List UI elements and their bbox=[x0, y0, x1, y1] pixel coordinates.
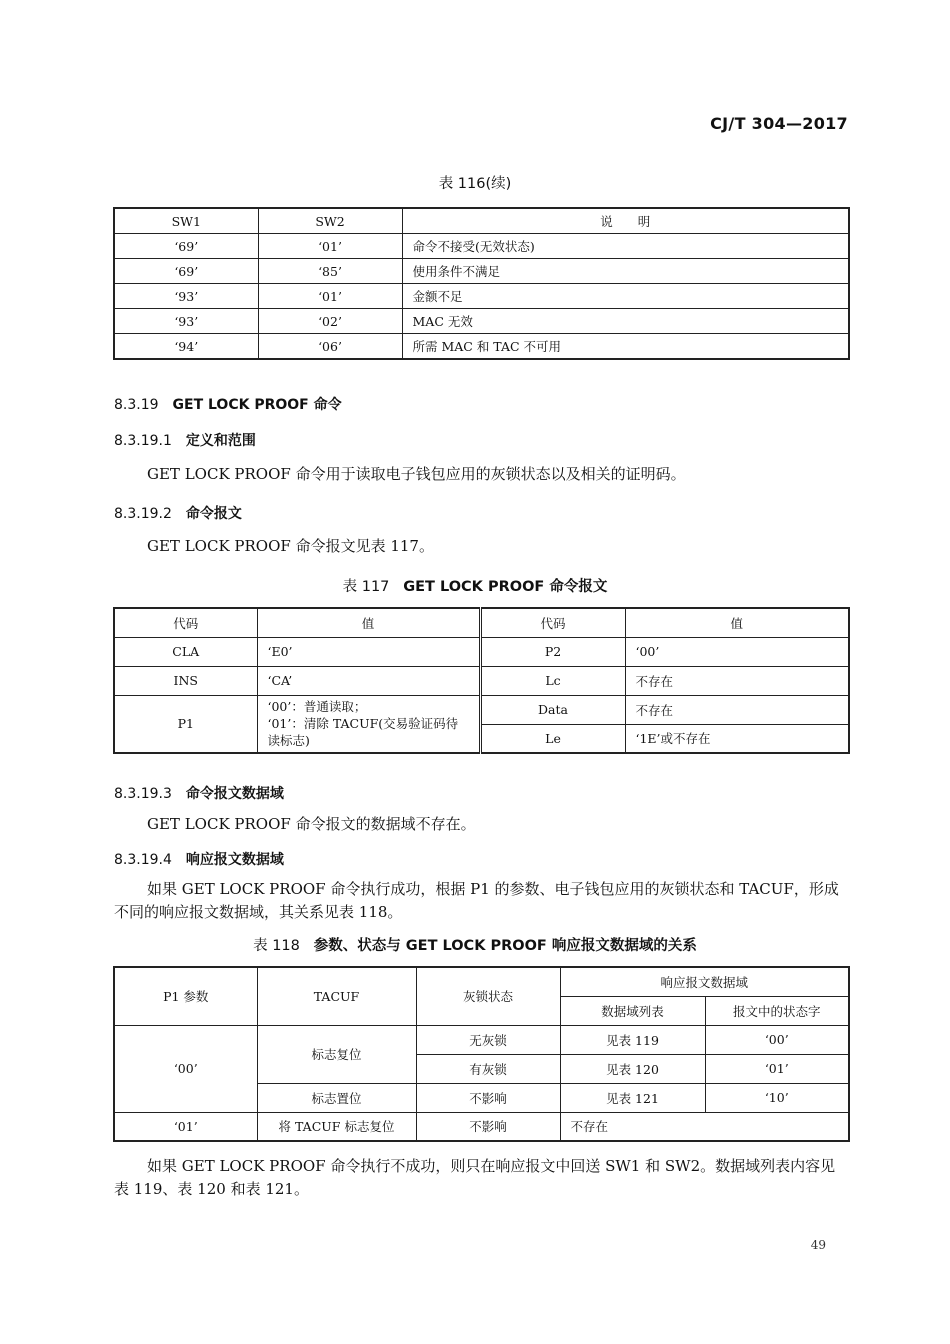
caption-number: 表 118 bbox=[253, 938, 300, 954]
table-cell: ‘02’ bbox=[258, 309, 402, 334]
table-117 bbox=[113, 607, 850, 754]
table-cell: ‘93’ bbox=[114, 284, 258, 309]
table-cell: ‘00’ bbox=[625, 637, 849, 666]
table-cell: 见表 119 bbox=[560, 1025, 705, 1054]
table-cell: ‘85’ bbox=[258, 259, 402, 284]
table-117-header-code-2: 代码 bbox=[480, 608, 625, 637]
paragraph-command-data-field: GET LOCK PROOF 命令报文的数据域不存在。 bbox=[147, 815, 476, 833]
paragraph-failure: 如果 GET LOCK PROOF 命令执行不成功，则只在响应报文中回送 SW1 和 SW2。数据域列表内容见表 119、表 120 和表 121。 bbox=[114, 1157, 836, 1198]
page-number: 49 bbox=[810, 1238, 826, 1252]
table-117-header-code: 代码 bbox=[114, 608, 257, 637]
table-cell: ‘01’ bbox=[705, 1054, 849, 1083]
table-118-caption bbox=[0, 934, 950, 955]
table-118-header-status-word: 报文中的状态字 bbox=[705, 996, 849, 1025]
heading-number: 8.3.19.2 bbox=[114, 506, 172, 522]
table-cell: 不影响 bbox=[416, 1083, 560, 1112]
table-row bbox=[114, 259, 849, 284]
table-row bbox=[114, 284, 849, 309]
table-cell: 不存在 bbox=[625, 695, 849, 724]
table-118-header-p1: P1 参数 bbox=[114, 967, 257, 1025]
table-cell: P2 bbox=[480, 637, 625, 666]
table-row bbox=[114, 1025, 849, 1054]
table-cell: Lc bbox=[480, 666, 625, 695]
table-cell: ‘10’ bbox=[705, 1083, 849, 1112]
table-cell: 有灰锁 bbox=[416, 1054, 560, 1083]
table-117-header-value-2: 值 bbox=[625, 608, 849, 637]
p1-value-line-1: ‘00’：普通读取； bbox=[267, 699, 367, 715]
table-118-header-response: 响应报文数据域 bbox=[560, 967, 849, 996]
table-cell: 不影响 bbox=[416, 1112, 560, 1141]
heading-title: 响应报文数据域 bbox=[185, 852, 284, 868]
table-cell: ‘94’ bbox=[114, 334, 258, 360]
heading-title: GET LOCK PROOF 命令 bbox=[172, 397, 342, 413]
table-cell: 使用条件不满足 bbox=[402, 259, 849, 284]
heading-title: 命令报文数据域 bbox=[185, 786, 284, 802]
table-cell: P1 bbox=[114, 695, 257, 753]
table-cell: ‘01’ bbox=[258, 234, 402, 259]
paragraph-definition: GET LOCK PROOF 命令用于读取电子钱包应用的灰锁状态以及相关的证明码。 bbox=[147, 465, 686, 483]
table-116-header-sw2: SW2 bbox=[258, 208, 402, 234]
table-row bbox=[114, 1112, 849, 1141]
table-row bbox=[114, 695, 849, 724]
table-117-caption bbox=[0, 575, 950, 596]
table-cell: 无灰锁 bbox=[416, 1025, 560, 1054]
table-cell: 所需 MAC 和 TAC 不可用 bbox=[402, 334, 849, 360]
table-cell: 标志复位 bbox=[257, 1025, 416, 1083]
heading-title: 命令报文 bbox=[185, 506, 242, 522]
table-cell: 金额不足 bbox=[402, 284, 849, 309]
table-cell: ‘01’ bbox=[114, 1112, 257, 1141]
table-cell: INS bbox=[114, 666, 257, 695]
table-cell: 见表 120 bbox=[560, 1054, 705, 1083]
paragraph-response-data-field: 如果 GET LOCK PROOF 命令执行成功，根据 P1 的参数、电子钱包应用的灰锁状态和 TACUF，形成不同的响应报文数据域，其关系见表 118。 bbox=[114, 880, 839, 921]
table-116-caption: 表 116(续) bbox=[438, 176, 512, 192]
table-116 bbox=[113, 207, 850, 360]
table-cell bbox=[257, 695, 480, 753]
table-cell: ‘00’ bbox=[114, 1025, 257, 1112]
table-row bbox=[114, 334, 849, 360]
heading-8-3-19-4 bbox=[114, 849, 284, 869]
heading-8-3-19 bbox=[114, 394, 342, 414]
caption-title: GET LOCK PROOF 命令报文 bbox=[403, 579, 608, 595]
p1-value-line-2: ‘01’：清除 TACUF(交易验证码待读标志) bbox=[267, 716, 459, 749]
table-118 bbox=[113, 966, 850, 1142]
table-118-header-list: 数据域列表 bbox=[560, 996, 705, 1025]
table-cell: 不存在 bbox=[560, 1112, 849, 1141]
table-118-header-tacuf: TACUF bbox=[257, 967, 416, 1025]
table-cell: ‘1E’或不存在 bbox=[625, 724, 849, 753]
table-cell: Le bbox=[480, 724, 625, 753]
heading-title: 定义和范围 bbox=[185, 433, 256, 449]
table-116-header-sw1: SW1 bbox=[114, 208, 258, 234]
table-cell: ‘CA’ bbox=[257, 666, 480, 695]
table-cell: 标志置位 bbox=[257, 1083, 416, 1112]
heading-number: 8.3.19.4 bbox=[114, 852, 172, 868]
table-cell: Data bbox=[480, 695, 625, 724]
table-cell: ‘00’ bbox=[705, 1025, 849, 1054]
table-cell: 见表 121 bbox=[560, 1083, 705, 1112]
table-cell: ‘E0’ bbox=[257, 637, 480, 666]
heading-8-3-19-2 bbox=[114, 503, 242, 523]
table-cell: ‘69’ bbox=[114, 234, 258, 259]
table-cell: ‘06’ bbox=[258, 334, 402, 360]
table-cell: 命令不接受(无效状态) bbox=[402, 234, 849, 259]
table-cell: ‘01’ bbox=[258, 284, 402, 309]
table-row bbox=[114, 234, 849, 259]
caption-number: 表 117 bbox=[342, 579, 390, 595]
table-cell: 将 TACUF 标志复位 bbox=[257, 1112, 416, 1141]
table-cell: CLA bbox=[114, 637, 257, 666]
table-row bbox=[114, 637, 849, 666]
table-116-header-desc: 说 明 bbox=[402, 208, 849, 234]
table-117-header-value: 值 bbox=[257, 608, 480, 637]
paragraph-command-message: GET LOCK PROOF 命令报文见表 117。 bbox=[147, 537, 434, 555]
caption-title: 参数、状态与 GET LOCK PROOF 响应报文数据域的关系 bbox=[313, 938, 697, 954]
heading-8-3-19-1 bbox=[114, 430, 256, 450]
table-cell: MAC 无效 bbox=[402, 309, 849, 334]
document-id: CJ/T 304—2017 bbox=[710, 114, 848, 133]
table-row bbox=[114, 309, 849, 334]
table-118-header-lock-state: 灰锁状态 bbox=[416, 967, 560, 1025]
table-cell: ‘69’ bbox=[114, 259, 258, 284]
table-cell: 不存在 bbox=[625, 666, 849, 695]
heading-number: 8.3.19.1 bbox=[114, 433, 172, 449]
table-row bbox=[114, 666, 849, 695]
heading-number: 8.3.19.3 bbox=[114, 786, 172, 802]
heading-8-3-19-3 bbox=[114, 783, 284, 803]
table-cell: ‘93’ bbox=[114, 309, 258, 334]
heading-number: 8.3.19 bbox=[114, 397, 159, 413]
